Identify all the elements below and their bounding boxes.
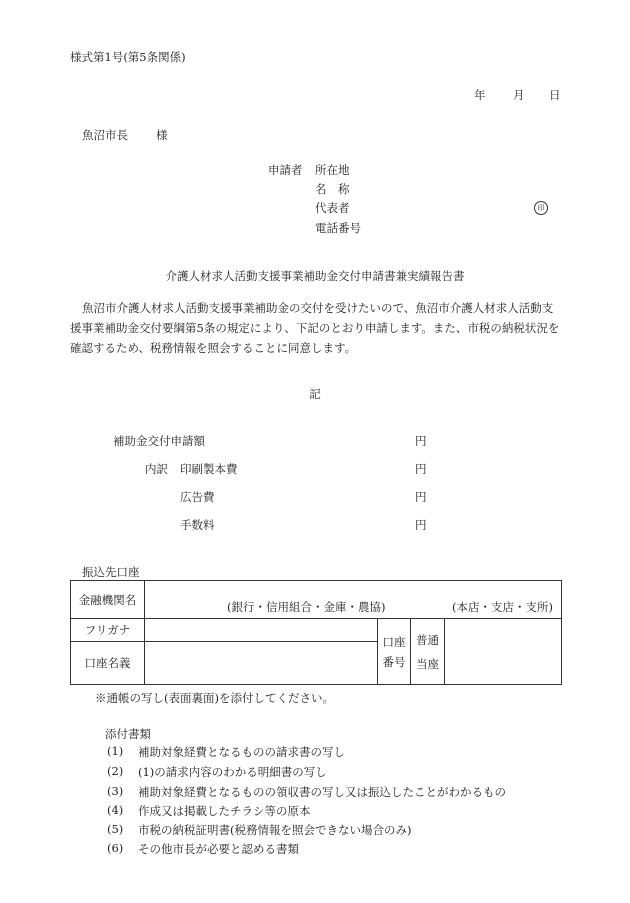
attachment-2-num: (2) — [107, 764, 124, 778]
furigana-field[interactable] — [145, 619, 378, 642]
address-label: 所在地 — [315, 163, 350, 177]
document-title: 介護人材求人活動支援事業補助金交付申請書兼実績報告書 — [165, 269, 465, 283]
seal-mark — [534, 199, 548, 215]
name-label: 名 称 — [315, 182, 350, 196]
fee-label: 手数料 — [180, 518, 215, 532]
phone-label: 電話番号 — [315, 221, 361, 235]
bank-section-label: 振込先口座 — [82, 565, 140, 579]
furigana-label: フリガナ — [71, 619, 145, 642]
breakdown-label: 内訳 — [145, 462, 168, 476]
attachment-1-text: 補助対象経費となるものの請求書の写し — [138, 745, 345, 759]
account-type-current[interactable]: 当座 — [416, 656, 439, 671]
attachment-4-text: 作成又は掲載したチラシ等の原本 — [138, 804, 311, 818]
fee-yen: 円 — [415, 518, 427, 532]
ad-cost-yen: 円 — [415, 490, 427, 504]
addressee-name: 魚沼市長 — [82, 128, 128, 142]
attachment-5-text: 市税の納税証明書(税務情報を照会できない場合のみ) — [138, 823, 412, 837]
attachment-3-num: (3) — [107, 784, 124, 798]
branch-types: (本店・支店・支所) — [452, 600, 553, 614]
print-cost-yen: 円 — [415, 462, 427, 476]
print-cost-label: 印刷製本費 — [180, 462, 238, 476]
attachment-2-text: (1)の請求内容のわかる明細書の写し — [138, 765, 327, 779]
attachments-heading: 添付書類 — [105, 727, 151, 741]
account-number-label-2: 番号 — [382, 654, 406, 669]
institution-field[interactable] — [145, 581, 562, 619]
body-paragraph — [70, 298, 562, 358]
account-number-label-1: 口座 — [382, 634, 406, 649]
attachment-1-num: (1) — [107, 744, 124, 758]
form-id: 様式第1号(第5条関係) — [70, 50, 186, 64]
account-number-field[interactable] — [445, 619, 562, 685]
institution-label: 金融機関名 — [71, 581, 145, 619]
account-number-label-cell — [378, 619, 411, 685]
institution-types: (銀行・信用組合・金庫・農協) — [227, 600, 386, 614]
seal-text: 印 — [534, 201, 548, 215]
ki-label: 記 — [309, 387, 321, 401]
ad-cost-label: 広告費 — [180, 490, 215, 504]
attachment-3-text: 補助対象経費となるものの領収書の写し又は振込したことがわかるもの — [138, 785, 506, 799]
attachment-5-num: (5) — [107, 822, 124, 836]
date-month: 月 — [513, 88, 525, 102]
representative-label: 代表者 — [315, 201, 350, 215]
date-year: 年 — [474, 88, 486, 102]
attachment-6-text: その他市長が必要と認める書類 — [138, 842, 299, 856]
bank-account-table — [70, 580, 562, 685]
date-day: 日 — [549, 88, 561, 102]
account-type-ordinary[interactable]: 普通 — [416, 632, 439, 647]
attachment-6-num: (6) — [107, 841, 124, 855]
holder-label: 口座名義 — [71, 642, 145, 685]
applicant-label: 申請者 — [268, 163, 303, 177]
account-type-cell[interactable] — [411, 619, 445, 685]
passbook-note: ※通帳の写し(表面裏面)を添付してください。 — [95, 691, 334, 705]
total-amount-label: 補助金交付申請額 — [113, 434, 205, 448]
holder-field[interactable] — [145, 642, 378, 685]
addressee-honorific: 様 — [156, 128, 168, 142]
total-amount-yen: 円 — [415, 434, 427, 448]
attachment-4-num: (4) — [107, 803, 124, 817]
body-text: 魚沼市介護人材求人活動支援事業補助金の交付を受けたいので、魚沼市介護人材求人活動支援事業補助金交付要綱第5条の規定により、下記のとおり申請します。また、市税の納税状況を確認するため、税務情報を照会することに同意します。 — [70, 301, 560, 355]
